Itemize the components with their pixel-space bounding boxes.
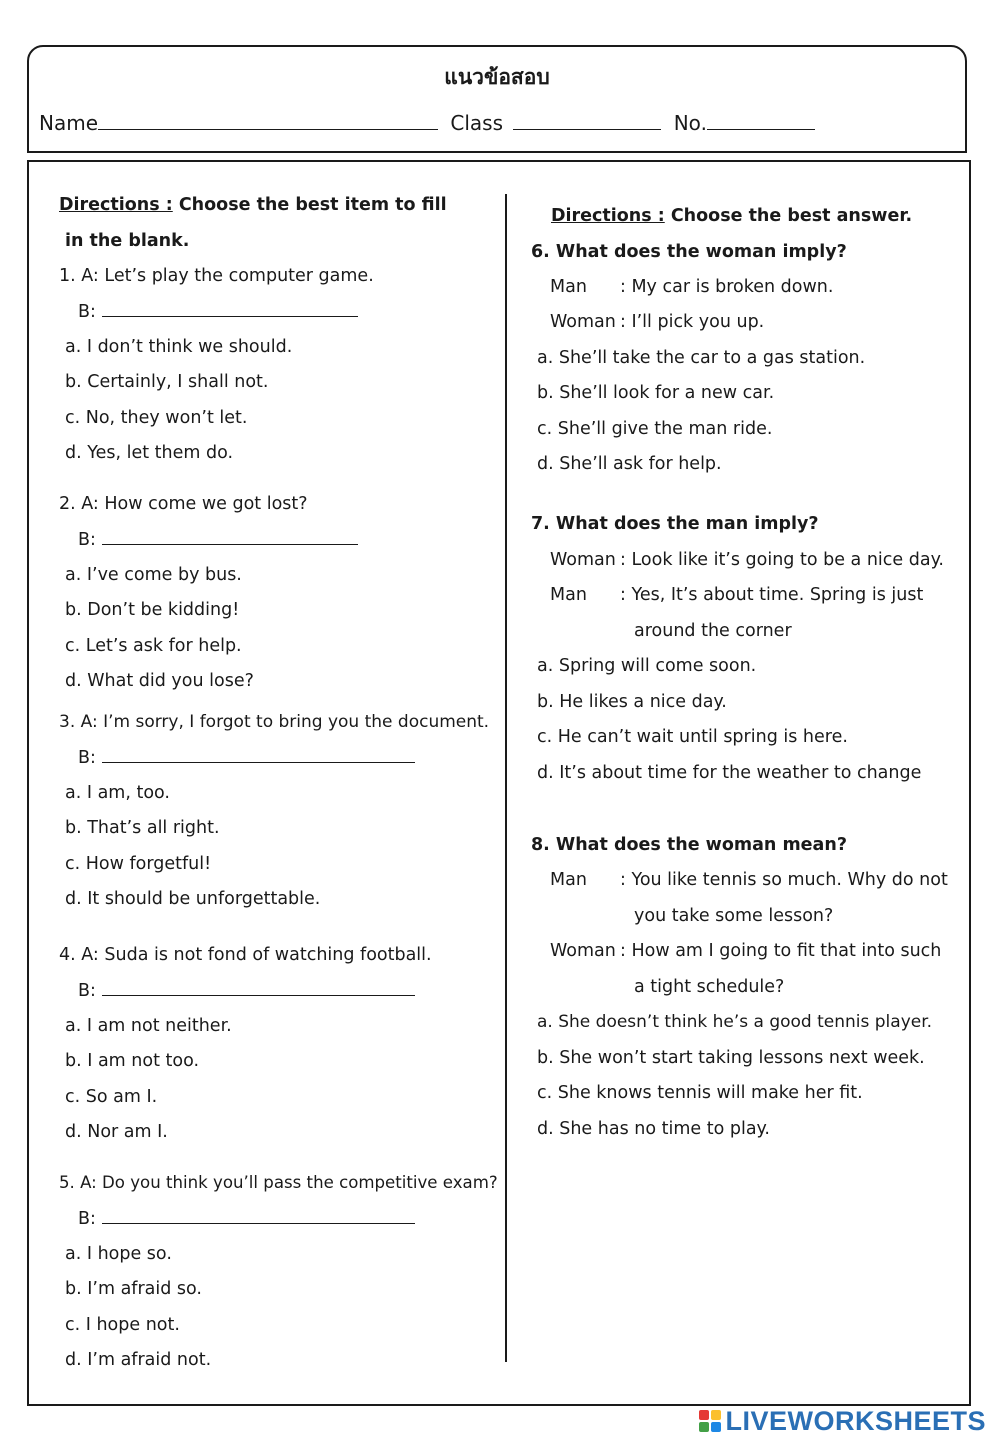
right-directions — [551, 205, 912, 227]
question-1-response — [78, 300, 358, 323]
question-4-response — [78, 979, 415, 1002]
q6-option-d: d. She’ll ask for help. — [537, 454, 722, 474]
question-2-response — [78, 528, 358, 551]
q4-option-d: d. Nor am I. — [65, 1122, 168, 1142]
question-8: 8. What does the woman mean? — [531, 835, 847, 855]
answer-blank-4[interactable] — [102, 979, 415, 996]
q4-option-a: a. I am not neither. — [65, 1016, 232, 1036]
q2-option-a: a. I’ve come by bus. — [65, 565, 242, 585]
question-4-prompt: 4. A: Suda is not fond of watching football. — [59, 945, 432, 965]
question-1-prompt: 1. A: Let’s play the computer game. — [59, 266, 374, 286]
b-label: B: — [78, 302, 96, 322]
q8-speaker-1: Man — [550, 870, 587, 890]
q8-line-2-cont: a tight schedule? — [634, 977, 785, 997]
q1-option-b: b. Certainly, I shall not. — [65, 372, 269, 392]
no-label: No. — [673, 111, 707, 135]
logo-square — [699, 1422, 709, 1432]
b-label: B: — [78, 530, 96, 550]
answer-blank-3[interactable] — [102, 746, 415, 763]
q8-option-b: b. She won’t start taking lessons next week. — [537, 1048, 925, 1068]
q3-option-c: c. How forgetful! — [65, 854, 212, 874]
q7-option-b: b. He likes a nice day. — [537, 692, 727, 712]
question-5-response — [78, 1207, 415, 1230]
question-3-response — [78, 746, 415, 769]
q2-option-d: d. What did you lose? — [65, 671, 254, 691]
class-label: Class — [450, 111, 503, 135]
question-2-prompt: 2. A: How come we got lost? — [59, 494, 308, 514]
q5-option-c: c. I hope not. — [65, 1315, 180, 1335]
answer-blank-1[interactable] — [102, 300, 358, 317]
q3-option-b: b. That’s all right. — [65, 818, 220, 838]
question-3-prompt: 3. A: I’m sorry, I forgot to bring you the document. — [59, 712, 490, 732]
right-directions-label: Directions : — [551, 206, 665, 226]
q4-option-b: b. I am not too. — [65, 1051, 200, 1071]
no-blank[interactable] — [707, 111, 815, 130]
q4-option-c: c. So am I. — [65, 1087, 158, 1107]
q7-option-a: a. Spring will come soon. — [537, 656, 757, 676]
question-5-prompt: 5. A: Do you think you’ll pass the competitive exam? — [59, 1173, 498, 1192]
logo-grid-icon — [699, 1410, 721, 1432]
q5-option-a: a. I hope so. — [65, 1244, 172, 1264]
q1-option-d: d. Yes, let them do. — [65, 443, 234, 463]
q7-speaker-2: Man — [550, 585, 587, 605]
logo-square — [711, 1422, 721, 1432]
right-directions-text: Choose the best answer. — [670, 206, 913, 226]
q8-line-2: : How am I going to fit that into such — [620, 941, 942, 961]
q1-option-c: c. No, they won’t let. — [65, 408, 248, 428]
left-directions-text: Choose the best item to fill — [178, 195, 447, 215]
q7-option-c: c. He can’t wait until spring is here. — [537, 727, 848, 747]
q8-speaker-2: Woman — [550, 941, 616, 961]
b-label: B: — [78, 1209, 96, 1229]
q2-option-c: c. Let’s ask for help. — [65, 636, 242, 656]
q5-option-d: d. I’m afraid not. — [65, 1350, 212, 1370]
logo-square — [699, 1410, 709, 1420]
logo-square — [711, 1410, 721, 1420]
answer-blank-5[interactable] — [102, 1207, 415, 1224]
q8-line-1: : You like tennis so much. Why do not — [620, 870, 948, 890]
answer-blank-2[interactable] — [102, 528, 358, 545]
q8-option-c: c. She knows tennis will make her fit. — [537, 1083, 863, 1103]
q5-option-b: b. I’m afraid so. — [65, 1279, 202, 1299]
question-6: 6. What does the woman imply? — [531, 242, 847, 262]
q6-speaker-1: Man — [550, 277, 587, 297]
q1-option-a: a. I don’t think we should. — [65, 337, 293, 357]
q2-option-b: b. Don’t be kidding! — [65, 600, 240, 620]
q6-speaker-2: Woman — [550, 312, 616, 332]
q7-option-d: d. It’s about time for the weather to change — [537, 763, 922, 783]
q6-line-1: : My car is broken down. — [620, 277, 834, 297]
q7-line-2-cont: around the corner — [634, 621, 792, 641]
q8-line-1-cont: you take some lesson? — [634, 906, 834, 926]
q8-option-a: a. She doesn’t think he’s a good tennis player. — [537, 1012, 933, 1032]
q6-option-a: a. She’ll take the car to a gas station. — [537, 348, 866, 368]
left-directions-label: Directions : — [59, 195, 173, 215]
b-label: B: — [78, 981, 96, 1001]
name-blank[interactable] — [98, 111, 438, 130]
student-info-row — [39, 111, 815, 135]
name-label: Name — [39, 111, 99, 135]
column-divider — [505, 194, 507, 1362]
logo-text: LIVEWORKSHEETS — [725, 1405, 986, 1436]
q8-option-d: d. She has no time to play. — [537, 1119, 770, 1139]
q7-line-1: : Look like it’s going to be a nice day. — [620, 550, 944, 570]
q3-option-d: d. It should be unforgettable. — [65, 889, 321, 909]
q3-option-a: a. I am, too. — [65, 783, 170, 803]
left-directions — [59, 194, 447, 216]
left-directions-text-2: in the blank. — [65, 231, 190, 251]
q6-option-c: c. She’ll give the man ride. — [537, 419, 773, 439]
q6-option-b: b. She’ll look for a new car. — [537, 383, 775, 403]
q7-speaker-1: Woman — [550, 550, 616, 570]
q7-line-2: : Yes, It’s about time. Spring is just — [620, 585, 924, 605]
b-label: B: — [78, 748, 96, 768]
class-blank[interactable] — [513, 111, 661, 130]
q6-line-2: : I’ll pick you up. — [620, 312, 765, 332]
worksheet-title: แนวข้อสอบ — [444, 65, 550, 89]
liveworksheets-logo[interactable] — [699, 1404, 986, 1438]
question-7: 7. What does the man imply? — [531, 514, 819, 534]
header-box — [27, 45, 967, 153]
